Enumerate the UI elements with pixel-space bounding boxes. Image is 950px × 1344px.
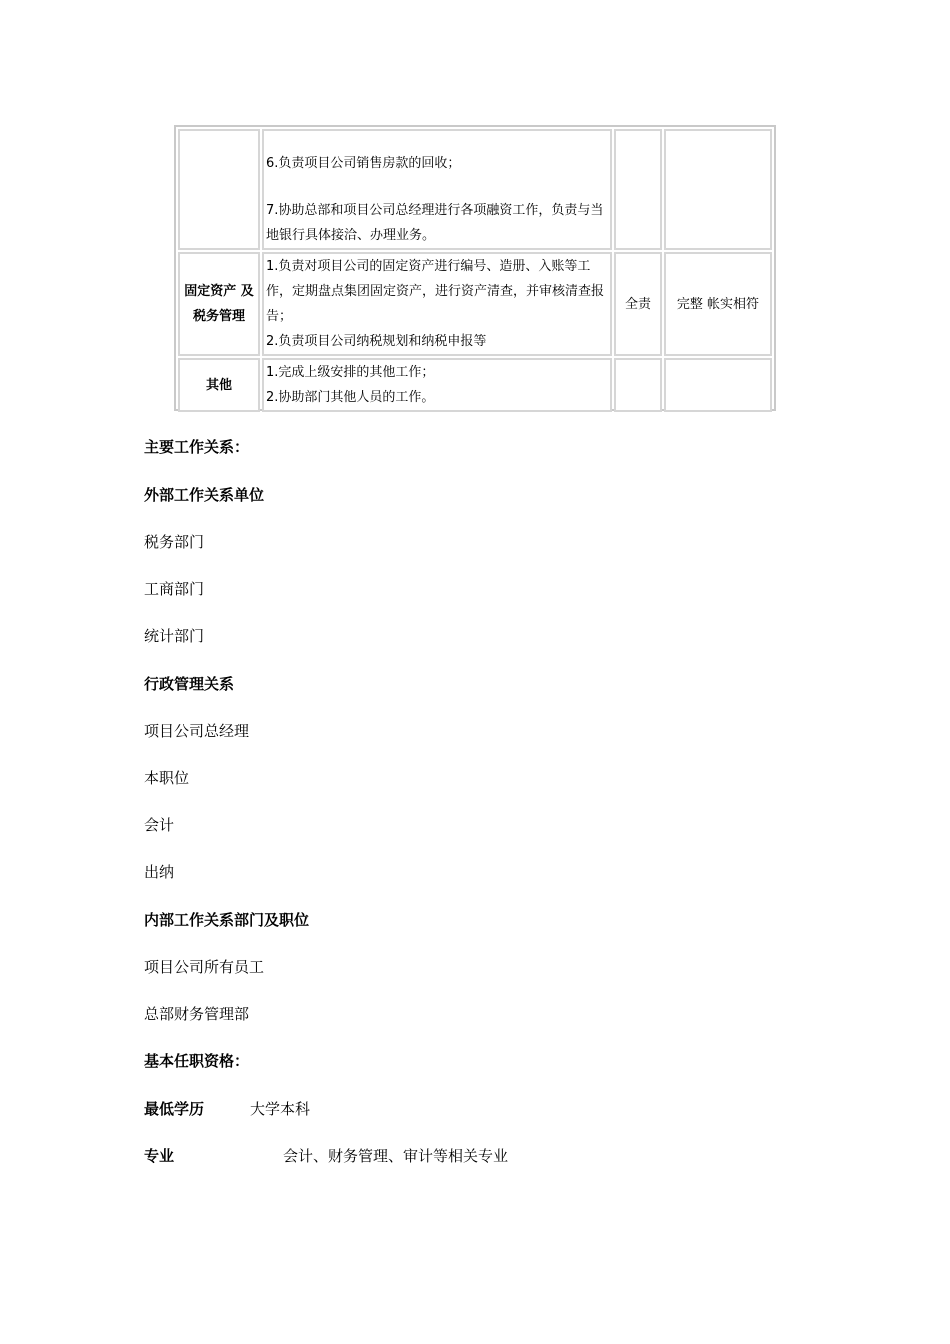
- admin-relation-item: 出纳: [144, 863, 175, 881]
- external-relation-item: 工商部门: [144, 580, 205, 598]
- duty-item: 2.协助部门其他人员的工作。: [266, 390, 435, 405]
- internal-relations-heading: 内部工作关系部门及职位: [144, 911, 310, 929]
- category-cell: [178, 129, 260, 250]
- table-row: [178, 358, 772, 412]
- qualifications-heading: 基本任职资格：: [144, 1052, 250, 1070]
- duty-description-cell: [262, 358, 612, 412]
- external-relations-heading: 外部工作关系单位: [144, 486, 265, 504]
- admin-relation-item: 会计: [144, 816, 175, 834]
- major-label: 专业: [144, 1147, 175, 1165]
- duties-table-frame: [174, 125, 776, 411]
- internal-relation-item: 项目公司所有员工: [144, 958, 265, 976]
- table-row: [178, 129, 772, 250]
- duty-item: 6.负责项目公司销售房款的回收；: [266, 156, 461, 171]
- internal-relation-item: 总部财务管理部: [144, 1005, 250, 1023]
- duty-item: 1.完成上级安排的其他工作；: [266, 365, 435, 380]
- major-value: 会计、财务管理、审计等相关专业: [283, 1147, 509, 1165]
- duty-item: 7.协助总部和项目公司总经理进行各项融资工作，负责与当地银行具体接洽、办理业务。: [266, 203, 604, 243]
- admin-relations-heading: 行政管理关系: [144, 675, 235, 693]
- standard-cell: [664, 358, 772, 412]
- main-relations-heading: 主要工作关系：: [144, 438, 250, 456]
- responsibility-cell: [614, 358, 662, 412]
- category-cell: 其他: [178, 358, 260, 412]
- responsibility-cell: 全责: [614, 252, 662, 356]
- table-row: [178, 252, 772, 356]
- duty-description-cell: [262, 129, 612, 250]
- duty-item: 2.负责项目公司纳税规划和纳税申报等: [266, 334, 487, 349]
- education-value: 大学本科: [250, 1100, 311, 1118]
- duty-description-cell: [262, 252, 612, 356]
- duties-table: [176, 127, 774, 414]
- admin-relation-item: 本职位: [144, 769, 190, 787]
- responsibility-cell: [614, 129, 662, 250]
- external-relation-item: 税务部门: [144, 533, 205, 551]
- standard-cell: 完整 帐实相符: [664, 252, 772, 356]
- external-relation-item: 统计部门: [144, 627, 205, 645]
- standard-cell: [664, 129, 772, 250]
- category-cell: 固定资产 及税务管理: [178, 252, 260, 356]
- admin-relation-item: 项目公司总经理: [144, 722, 250, 740]
- education-label: 最低学历: [144, 1100, 205, 1118]
- duty-item: 1.负责对项目公司的固定资产进行编号、造册、入账等工作，定期盘点集团固定资产，进行资产清查，并审核清查报告；: [266, 259, 605, 324]
